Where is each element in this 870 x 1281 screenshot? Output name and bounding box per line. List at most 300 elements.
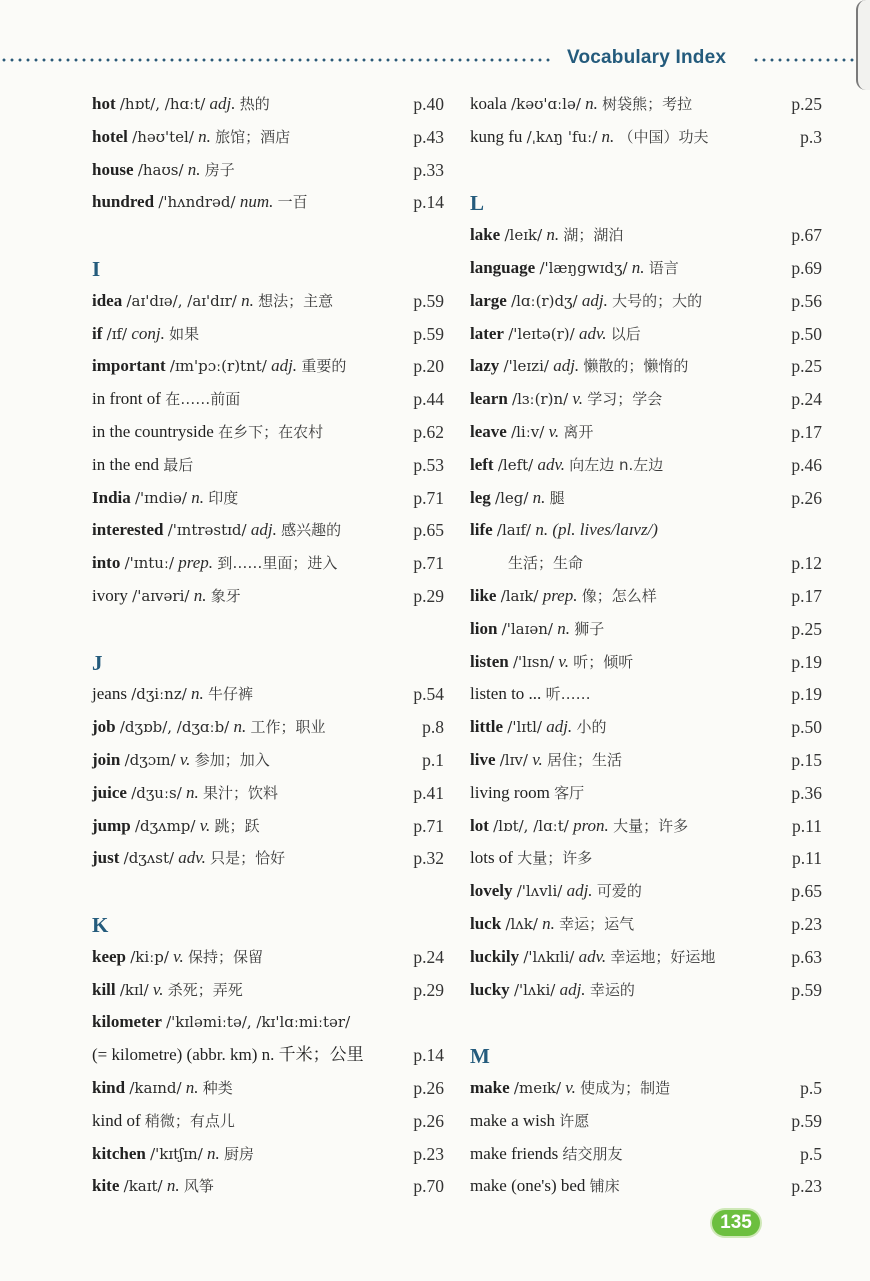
- part-of-speech: n.: [166, 1176, 180, 1196]
- page-reference: p.14: [413, 192, 444, 213]
- chinese-meaning: 只是；恰好: [210, 849, 286, 868]
- pronunciation: /'ɪntuː/: [124, 554, 175, 573]
- vocab-entry-row: [470, 252, 822, 285]
- entry-text: [470, 285, 702, 318]
- part-of-speech: num.: [239, 192, 274, 212]
- page-reference: p.3: [800, 126, 822, 147]
- vocab-entry-row: [92, 777, 444, 810]
- chinese-meaning: 象牙: [210, 586, 241, 605]
- pronunciation: /həʊ'tel/: [132, 127, 194, 146]
- pronunciation: /'kɪləmiːtə/, /kɪ'lɑːmiːtər/: [166, 1013, 351, 1032]
- vocab-entry-row: [470, 646, 822, 679]
- entry-text: [470, 613, 604, 646]
- part-of-speech: n.: [585, 94, 598, 113]
- page-reference: p.59: [791, 979, 822, 1000]
- chinese-meaning: 湖；湖泊: [563, 226, 624, 245]
- page-reference: p.40: [413, 94, 444, 114]
- headword: later: [470, 323, 504, 343]
- vocab-entry-row: [92, 974, 444, 1007]
- entry-text: [470, 416, 593, 449]
- entry-text: [470, 1072, 670, 1105]
- page-reference: p.24: [791, 389, 822, 410]
- vocab-entry-row: [92, 1170, 444, 1203]
- page-reference: p.44: [413, 389, 444, 410]
- chinese-meaning: 离开: [563, 422, 594, 441]
- pronunciation: /laɪk/: [500, 586, 539, 605]
- entry-text: [92, 941, 263, 974]
- entry-text: [92, 318, 199, 351]
- pronunciation: /'ɪntrəstɪd/: [167, 521, 247, 540]
- entry-text: [470, 219, 623, 252]
- chinese-meaning: 跳；跃: [214, 816, 260, 835]
- chinese-meaning: 向左边 n.左边: [569, 455, 664, 474]
- chinese-meaning: 最后: [163, 455, 194, 474]
- page-reference: p.29: [413, 585, 444, 606]
- part-of-speech: n.: [185, 1077, 199, 1097]
- entry-text: [470, 449, 663, 482]
- headword: important: [92, 356, 166, 376]
- vocab-entry-row: [92, 1105, 444, 1138]
- chinese-meaning: 感兴趣的: [281, 521, 342, 540]
- part-of-speech: v.: [558, 651, 569, 671]
- chinese-meaning: 结交朋友: [562, 1144, 623, 1163]
- page-reference: p.65: [413, 520, 444, 541]
- chinese-meaning: 风筝: [183, 1177, 214, 1196]
- part-of-speech: n.: [532, 487, 546, 507]
- pronunciation: /dʒɒb/, /dʒɑːb/: [119, 718, 230, 737]
- page-reference: p.25: [791, 94, 822, 114]
- vocab-entry-row: [92, 121, 444, 154]
- pronunciation: /kɪl/: [119, 980, 149, 999]
- vocab-entry-row: [470, 547, 822, 580]
- vocab-entry-row: [92, 514, 444, 547]
- page-number-badge: 135: [712, 1210, 760, 1236]
- section-spacer: [470, 1006, 822, 1039]
- headword: interested: [92, 520, 164, 540]
- chinese-meaning: 种类: [202, 1078, 233, 1097]
- entry-text: [470, 482, 565, 515]
- part-of-speech: adj.: [250, 520, 277, 540]
- page-reference: p.33: [413, 159, 444, 180]
- vocab-entry-row: [92, 285, 444, 318]
- pronunciation: /dʒʌst/: [123, 849, 175, 868]
- part-of-speech: n.: [191, 487, 204, 507]
- headword: make: [470, 1077, 510, 1097]
- part-of-speech: adv.: [578, 323, 607, 343]
- part-of-speech: n.: [241, 290, 254, 310]
- part-of-speech: n.: [557, 618, 570, 638]
- page-reference: p.41: [413, 782, 444, 803]
- part-of-speech: adj.: [559, 979, 586, 999]
- entry-text: [92, 383, 240, 416]
- headword: little: [470, 717, 504, 737]
- entry-text: [92, 482, 238, 515]
- headword: life: [470, 520, 493, 540]
- pronunciation: /dʒɔɪn/: [124, 750, 176, 769]
- pronunciation: /lɑː(r)dʒ/: [511, 291, 578, 310]
- chinese-meaning: 小的: [576, 718, 607, 737]
- headword: job: [92, 717, 116, 737]
- part-of-speech: n.: [193, 585, 207, 605]
- part-of-speech: prep.: [178, 553, 214, 573]
- entry-text: [92, 1072, 233, 1105]
- chinese-meaning: 幸运的: [589, 980, 635, 999]
- vocab-entry-row: [92, 449, 444, 482]
- page-reference: p.50: [791, 323, 822, 344]
- chinese-meaning: 腿: [549, 488, 565, 507]
- chinese-meaning: 听；倾听: [573, 652, 634, 671]
- part-of-speech: n.: [191, 684, 204, 704]
- vocab-entry-row: [92, 580, 444, 613]
- entry-text: [92, 514, 341, 547]
- pronunciation: /liːv/: [511, 422, 545, 441]
- entry-text: [470, 810, 688, 843]
- headword: hot: [92, 94, 116, 113]
- headword: idea: [92, 290, 123, 310]
- vocab-entry-row: [470, 678, 822, 711]
- headword: lazy: [470, 356, 500, 376]
- headword: house: [92, 159, 134, 179]
- vocab-entry-row: [470, 482, 822, 515]
- vocab-entry-row: [470, 1138, 822, 1171]
- vocab-entry-row: [470, 875, 822, 908]
- page-reference: p.43: [413, 126, 444, 147]
- vocab-entry-row: [92, 711, 444, 744]
- entry-text: [470, 875, 642, 908]
- vocab-entry-row: [92, 810, 444, 843]
- entry-text: [470, 678, 591, 711]
- phrase: in front of: [92, 389, 161, 409]
- chinese-meaning: 到……里面；进入: [217, 554, 338, 573]
- page-reference: p.5: [800, 1143, 822, 1164]
- entry-text: [470, 908, 634, 941]
- vocab-entry-row: [470, 941, 822, 974]
- page-reference: p.15: [791, 749, 822, 770]
- header-dotted-rule-right: [752, 58, 862, 62]
- vocab-entry-row: [470, 1170, 822, 1203]
- headword: kung fu: [470, 126, 523, 146]
- phrase: lots of: [470, 848, 513, 868]
- pronunciation: /'lʌki/: [513, 980, 556, 999]
- page-reference: p.19: [791, 651, 822, 672]
- section-letter-heading: K: [92, 912, 109, 937]
- headword: kill: [92, 979, 116, 999]
- entry-text: [92, 416, 323, 449]
- entry-text: [470, 318, 641, 351]
- pronunciation: /'lɪtl/: [507, 718, 542, 737]
- entry-text: [470, 252, 679, 285]
- entry-text: [92, 777, 278, 810]
- section-spacer: [470, 154, 822, 187]
- chinese-meaning: 客厅: [554, 783, 585, 802]
- vocab-entry-row: [92, 1138, 444, 1171]
- part-of-speech: pron.: [573, 815, 609, 835]
- headword: luckily: [470, 946, 520, 966]
- headword: live: [470, 749, 496, 769]
- vocab-entry-row: [470, 88, 822, 121]
- chinese-meaning: 狮子: [574, 619, 605, 638]
- page-reference: p.26: [413, 1077, 444, 1098]
- chinese-meaning: 一百: [277, 193, 308, 212]
- phrase: (= kilometre) (abbr. km) n. 千米；公里: [92, 1045, 364, 1065]
- headword: juice: [92, 782, 127, 802]
- phrase: kind of: [92, 1110, 141, 1130]
- entry-text: [92, 186, 308, 219]
- part-of-speech: adj.: [553, 356, 580, 376]
- headword: India: [92, 487, 131, 507]
- page-reference: p.59: [413, 323, 444, 344]
- page-reference: p.71: [413, 487, 444, 508]
- page-reference: p.12: [791, 553, 822, 574]
- pronunciation: /leɪk/: [504, 226, 543, 245]
- headword: just: [92, 848, 120, 868]
- entry-text: [92, 1006, 350, 1039]
- pronunciation: /'leɪzi/: [503, 357, 549, 376]
- vocab-entry-row: [470, 908, 822, 941]
- part-of-speech: v.: [152, 979, 164, 999]
- chinese-meaning: 旅馆；酒店: [215, 127, 291, 146]
- page-reference: p.63: [791, 946, 822, 967]
- vocab-entry-row: [470, 842, 822, 875]
- page-header-title: Vocabulary Index: [567, 47, 727, 68]
- section-letter-heading: L: [470, 191, 485, 216]
- headword: kite: [92, 1176, 120, 1196]
- part-of-speech: v.: [199, 815, 211, 835]
- entry-text: [470, 777, 584, 810]
- chinese-meaning: 在乡下；在农村: [218, 422, 324, 441]
- section-spacer: [92, 613, 444, 646]
- chinese-meaning: 厨房: [224, 1144, 255, 1163]
- entry-text: [92, 580, 241, 613]
- headword: hotel: [92, 126, 128, 146]
- page-reference: p.71: [413, 815, 444, 836]
- headword: listen: [470, 651, 509, 671]
- headword: leave: [470, 421, 507, 441]
- vocab-entry-row: [470, 350, 822, 383]
- chinese-meaning: 语言: [648, 258, 679, 277]
- section-letter-heading: M: [470, 1044, 490, 1069]
- pronunciation: /ˌkʌŋ 'fuː/: [526, 127, 598, 146]
- chinese-meaning: 生活；生命: [508, 554, 584, 573]
- entry-text: [470, 514, 658, 547]
- headword: join: [92, 749, 121, 769]
- page-corner-tab: [856, 0, 870, 90]
- pronunciation: /kəʊ'ɑːlə/: [511, 95, 581, 113]
- part-of-speech: n.: [546, 225, 560, 245]
- vocab-entry-row: [92, 842, 444, 875]
- page-reference: p.23: [791, 913, 822, 934]
- chinese-meaning: 果汁；饮料: [203, 783, 279, 802]
- vocab-entry-row: [470, 613, 822, 646]
- page-reference: p.65: [791, 881, 822, 902]
- pronunciation: /'ɪndiə/: [135, 488, 187, 507]
- pronunciation: /leg/: [495, 488, 529, 507]
- headword: into: [92, 553, 121, 573]
- chinese-meaning: 热的: [239, 95, 270, 113]
- page-reference: p.20: [413, 356, 444, 377]
- headword: ivory: [92, 585, 128, 605]
- pronunciation: /'lʌvli/: [516, 882, 563, 901]
- vocab-entry-row: [92, 1072, 444, 1105]
- chinese-meaning: 大量；许多: [613, 816, 689, 835]
- chinese-meaning: 像；怎么样: [581, 586, 657, 605]
- part-of-speech: v.: [572, 389, 583, 409]
- part-of-speech: n.: [186, 782, 199, 802]
- vocab-entry-row: [470, 219, 822, 252]
- page-reference: p.62: [413, 421, 444, 442]
- page-reference: p.70: [413, 1176, 444, 1197]
- vocab-entry-row: [470, 121, 822, 154]
- part-of-speech: conj.: [131, 323, 165, 343]
- vocab-entry-row: [470, 318, 822, 351]
- part-of-speech: v.: [173, 946, 184, 966]
- pronunciation: /hɒt/, /hɑːt/: [119, 95, 206, 113]
- entry-text: [92, 678, 253, 711]
- vocab-entry-row: [92, 416, 444, 449]
- headword: large: [470, 290, 507, 310]
- vocab-entry-row: [92, 744, 444, 777]
- vocab-entry-row: [92, 154, 444, 187]
- vocab-entry-row: [470, 711, 822, 744]
- vocab-entry-row: [470, 777, 822, 810]
- entry-text: [92, 121, 290, 154]
- phrase: living room: [470, 782, 550, 802]
- pronunciation: /'leɪtə(r)/: [508, 324, 575, 343]
- pronunciation: /dʒuːs/: [131, 783, 182, 802]
- part-of-speech: adv.: [578, 946, 607, 966]
- part-of-speech: adj.: [581, 290, 608, 310]
- page-reference: p.25: [791, 356, 822, 377]
- page-reference: p.25: [791, 618, 822, 639]
- vocab-entry-row: [92, 1039, 444, 1072]
- entry-text: [470, 383, 662, 416]
- entry-text: [470, 1138, 623, 1171]
- pronunciation: /aɪ'dɪə/, /aɪ'dɪr/: [126, 291, 237, 310]
- pronunciation: /dʒʌmp/: [134, 816, 196, 835]
- entry-text: [470, 1170, 620, 1203]
- pronunciation: /lʌk/: [505, 914, 538, 933]
- part-of-speech: n.: [233, 717, 247, 737]
- part-of-speech: n.: [542, 913, 555, 933]
- entry-text: [92, 547, 337, 580]
- pronunciation: /'kɪtʃɪn/: [150, 1144, 203, 1163]
- entry-text: [92, 350, 346, 383]
- left-column: [92, 88, 444, 1203]
- page-reference: p.26: [413, 1110, 444, 1131]
- chinese-meaning: 房子: [204, 160, 235, 179]
- vocab-entry-row: [470, 810, 822, 843]
- chinese-meaning: 如果: [169, 324, 200, 343]
- page-reference: p.24: [413, 946, 444, 967]
- part-of-speech: adj.: [209, 94, 236, 113]
- entry-text: [470, 711, 606, 744]
- pronunciation: /'laɪən/: [501, 619, 553, 638]
- chinese-meaning: 印度: [208, 488, 239, 507]
- right-column: [470, 88, 822, 1203]
- pronunciation: /lɜː(r)n/: [512, 390, 569, 409]
- chinese-meaning: 幸运地；好运地: [610, 947, 716, 966]
- phrase: make (one's) bed: [470, 1176, 586, 1196]
- part-of-speech: adj.: [271, 356, 298, 376]
- page-reference: p.14: [413, 1045, 444, 1066]
- page-reference: p.19: [791, 684, 822, 705]
- entry-text: [470, 547, 583, 580]
- vocab-entry-row: [470, 514, 822, 547]
- page-reference: p.67: [791, 225, 822, 246]
- entry-text: [470, 974, 635, 1007]
- page-reference: p.17: [791, 421, 822, 442]
- entry-text: [470, 1105, 589, 1138]
- page-reference: p.29: [413, 979, 444, 1000]
- entry-text: [470, 744, 622, 777]
- page-reference: p.26: [791, 487, 822, 508]
- pronunciation: /ɪf/: [106, 324, 128, 343]
- entry-text: [92, 154, 235, 187]
- page-reference: p.5: [800, 1077, 822, 1098]
- chinese-meaning: 大量；许多: [517, 849, 593, 868]
- part-of-speech: adv.: [178, 848, 206, 868]
- chinese-meaning: 懒散的；懒惰的: [583, 357, 689, 376]
- entry-text: [92, 1170, 214, 1203]
- phrase: in the end: [92, 454, 160, 474]
- vocab-entry-row: [470, 449, 822, 482]
- chinese-meaning: 居住；生活: [546, 750, 622, 769]
- chinese-meaning: 铺床: [589, 1177, 620, 1196]
- section-letter-heading: I: [92, 256, 101, 281]
- part-of-speech: v.: [532, 749, 543, 769]
- pronunciation: /lɪv/: [499, 750, 528, 769]
- phrase: listen to ...: [470, 684, 542, 704]
- entry-text: [92, 744, 270, 777]
- pronunciation: /lɒt/, /lɑːt/: [493, 816, 569, 835]
- headword: like: [470, 585, 497, 605]
- page-reference: p.36: [791, 782, 822, 803]
- phrase: make friends: [470, 1143, 559, 1163]
- vocab-entry-row: [470, 416, 822, 449]
- part-of-speech: adv.: [537, 454, 566, 474]
- chinese-meaning: 学习；学会: [587, 390, 663, 409]
- chinese-meaning: 重要的: [301, 357, 347, 376]
- part-of-speech: adj.: [546, 717, 573, 737]
- pronunciation: /laɪf/: [496, 521, 532, 540]
- part-of-speech: n.: [187, 159, 201, 179]
- headword: lion: [470, 618, 498, 638]
- chinese-meaning: 使成为；制造: [580, 1078, 671, 1097]
- part-of-speech: adj.: [566, 881, 593, 901]
- chinese-meaning: 参加；加入: [194, 750, 270, 769]
- part-of-speech: n.: [631, 257, 645, 277]
- entry-text: [92, 810, 260, 843]
- page-reference: p.69: [791, 257, 822, 278]
- headword: language: [470, 257, 536, 277]
- chinese-meaning: （中国）功夫: [618, 127, 709, 146]
- part-of-speech: n.: [207, 1143, 220, 1163]
- chinese-meaning: 在……前面: [165, 390, 241, 409]
- chinese-meaning: 大号的；大的: [612, 291, 703, 310]
- vocab-entry-row: [92, 482, 444, 515]
- headword: luck: [470, 913, 502, 933]
- chinese-meaning: 听……: [545, 685, 591, 704]
- headword: learn: [470, 389, 508, 409]
- part-of-speech: prep.: [542, 585, 578, 605]
- vocab-entry-row: [470, 285, 822, 318]
- headword: jump: [92, 815, 131, 835]
- vocab-entry-row: [92, 941, 444, 974]
- entry-text: [92, 1105, 235, 1138]
- part-of-speech: v.: [565, 1077, 576, 1097]
- page-reference: p.11: [792, 848, 822, 869]
- part-of-speech: v.: [548, 421, 560, 441]
